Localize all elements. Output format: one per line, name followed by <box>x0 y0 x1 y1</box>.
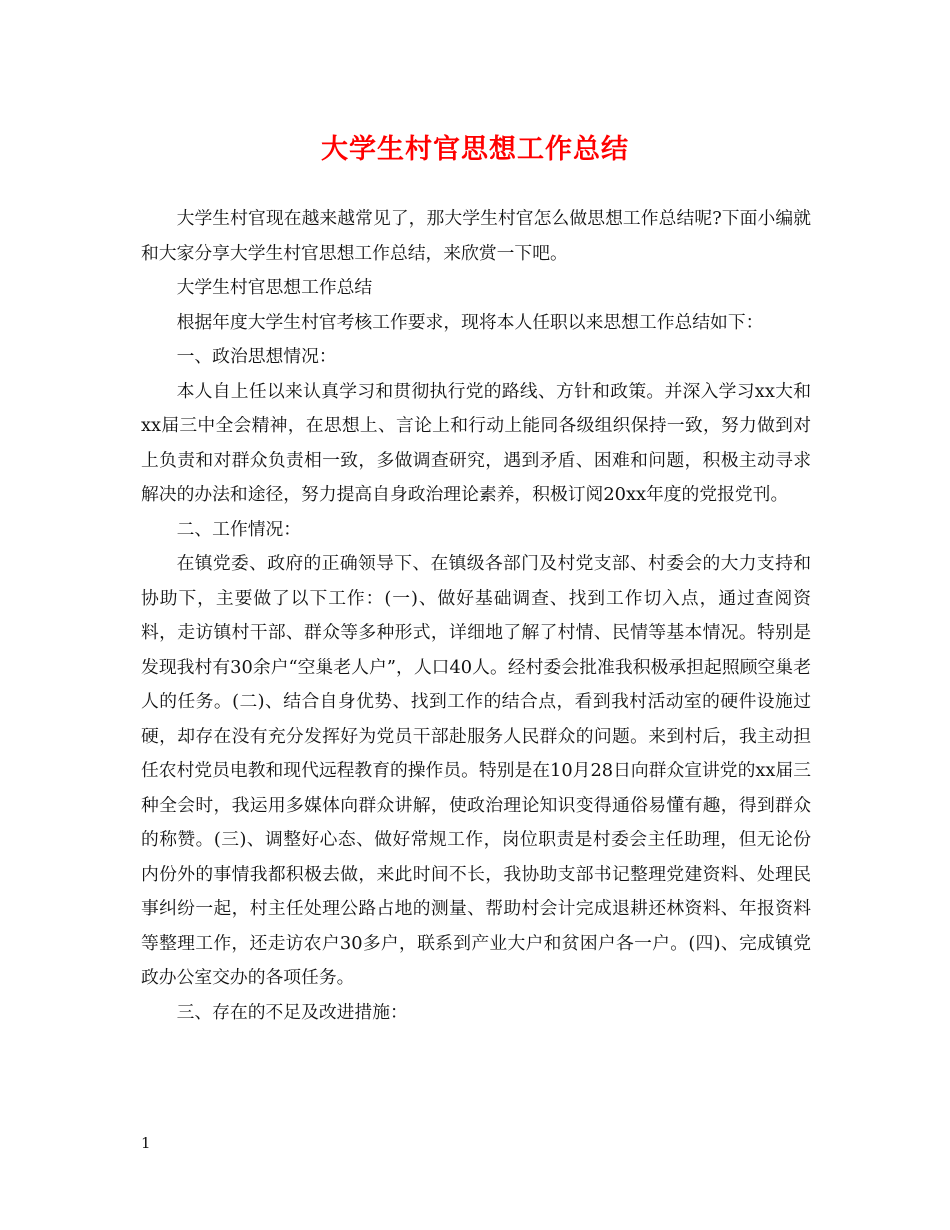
document-body <box>141 202 811 1030</box>
paragraph-political: 本人自上任以来认真学习和贯彻执行党的路线、方针和政策。并深入学习xx大和xx届三中全会精神，在思想上、言论上和行动上能同各级组织保持一致，努力做到对上负责和对群众负责相一致，多做调查研究，遇到矛盾、困难和问题，积极主动寻求解决的办法和途径，努力提高自身政治理论素养，积极订阅20xx年度的党报党刊。 <box>141 380 811 505</box>
section-heading-work: 二、工作情况： <box>176 518 302 540</box>
paragraph-intro: 大学生村官现在越来越常见了，那大学生村官怎么做思想工作总结呢?下面小编就和大家分享大学生村官思想工作总结，来欣赏一下吧。 <box>141 208 811 264</box>
section-heading-shortcomings: 三、存在的不足及改进措施： <box>176 1001 408 1023</box>
paragraph-work: 在镇党委、政府的正确领导下、在镇级各部门及村党支部、村委会的大力支持和协助下，主要做了以下工作：(一)、做好基础调查、找到工作切入点，通过查阅资料，走访镇村干部、群众等多种形式，详细地了解了村情、民情等基本情况。特别是发现我村有30余户“空巢老人户”，人口40人。经村委会批准我积极承担起照顾空巢老人的任务。(二)、结合自身优势、找到工作的结合点，看到我村活动室的硬件设施过硬，却存在没有充分发挥好为党员干部赴服务人民群众的问题。来到村后，我主动担任农村党员电教和现代远程教育的操作员。特别是在10月28日向群众宣讲党的xx届三种全会时，我运用多媒体向群众讲解，使政治理论知识变得通俗易懂有趣，得到群众的称赞。(三)、调整好心态、做好常规工作，岗位职责是村委会主任助理，但无论份内份外的事情我都积极去做，来此时间不长，我协助支部书记整理党建资料、处理民事纠纷一起，村主任处理公路占地的测量、帮助村会计完成退耕还林资料、年报资料等整理工作，还走访农户30多户，联系到产业大户和贫困户各一户。(四)、完成镇党政办公室交办的各项任务。 <box>141 553 811 988</box>
paragraph-preface: 根据年度大学生村官考核工作要求，现将本人任职以来思想工作总结如下： <box>176 311 764 333</box>
section-heading-political: 一、政治思想情况： <box>176 346 337 367</box>
paragraph-subtitle: 大学生村官思想工作总结 <box>176 277 373 298</box>
document-title: 大学生村官思想工作总结 <box>321 134 629 165</box>
page-number: 1 <box>141 1134 151 1152</box>
